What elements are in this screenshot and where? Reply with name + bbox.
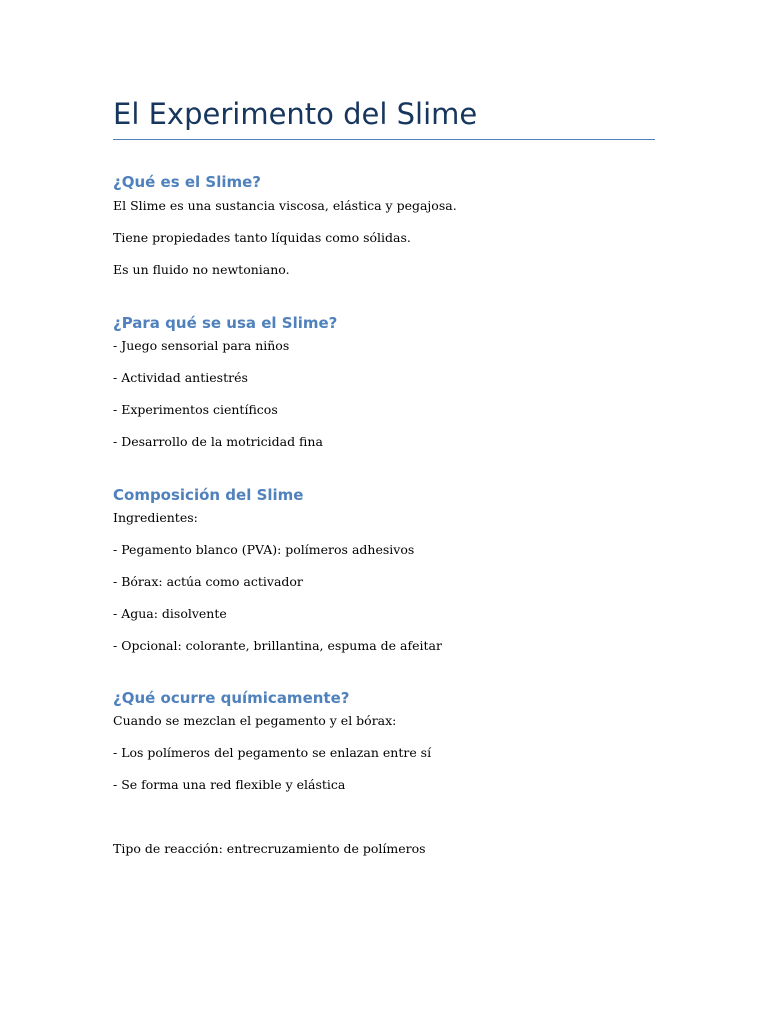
list-item: - Agua: disolvente [113, 606, 227, 621]
section-heading-que-es: ¿Qué es el Slime? [113, 173, 261, 191]
paragraph: Es un fluido no newtoniano. [113, 262, 290, 277]
paragraph: Tipo de reacción: entrecruzamiento de polímeros [113, 841, 426, 856]
list-item: - Se forma una red flexible y elástica [113, 777, 346, 792]
paragraph: Ingredientes: [113, 510, 198, 525]
list-item: - Desarrollo de la motricidad fina [113, 434, 323, 449]
section-heading-para-que: ¿Para qué se usa el Slime? [113, 314, 338, 332]
document-title: El Experimento del Slime [113, 97, 478, 131]
section-heading-composicion: Composición del Slime [113, 486, 304, 504]
paragraph: Tiene propiedades tanto líquidas como sólidas. [113, 230, 411, 245]
list-item: - Bórax: actúa como activador [113, 574, 303, 589]
section-heading-quimicamente: ¿Qué ocurre químicamente? [113, 689, 350, 707]
list-item: - Opcional: colorante, brillantina, espuma de afeitar [113, 638, 442, 653]
paragraph: Cuando se mezclan el pegamento y el bórax: [113, 713, 397, 728]
list-item: - Actividad antiestrés [113, 370, 248, 385]
list-item: - Los polímeros del pegamento se enlazan entre sí [113, 745, 432, 760]
list-item: - Experimentos científicos [113, 402, 278, 417]
list-item: - Pegamento blanco (PVA): polímeros adhesivos [113, 542, 415, 557]
list-item: - Juego sensorial para niños [113, 338, 290, 353]
title-underline [113, 139, 655, 140]
paragraph: El Slime es una sustancia viscosa, elástica y pegajosa. [113, 198, 457, 213]
